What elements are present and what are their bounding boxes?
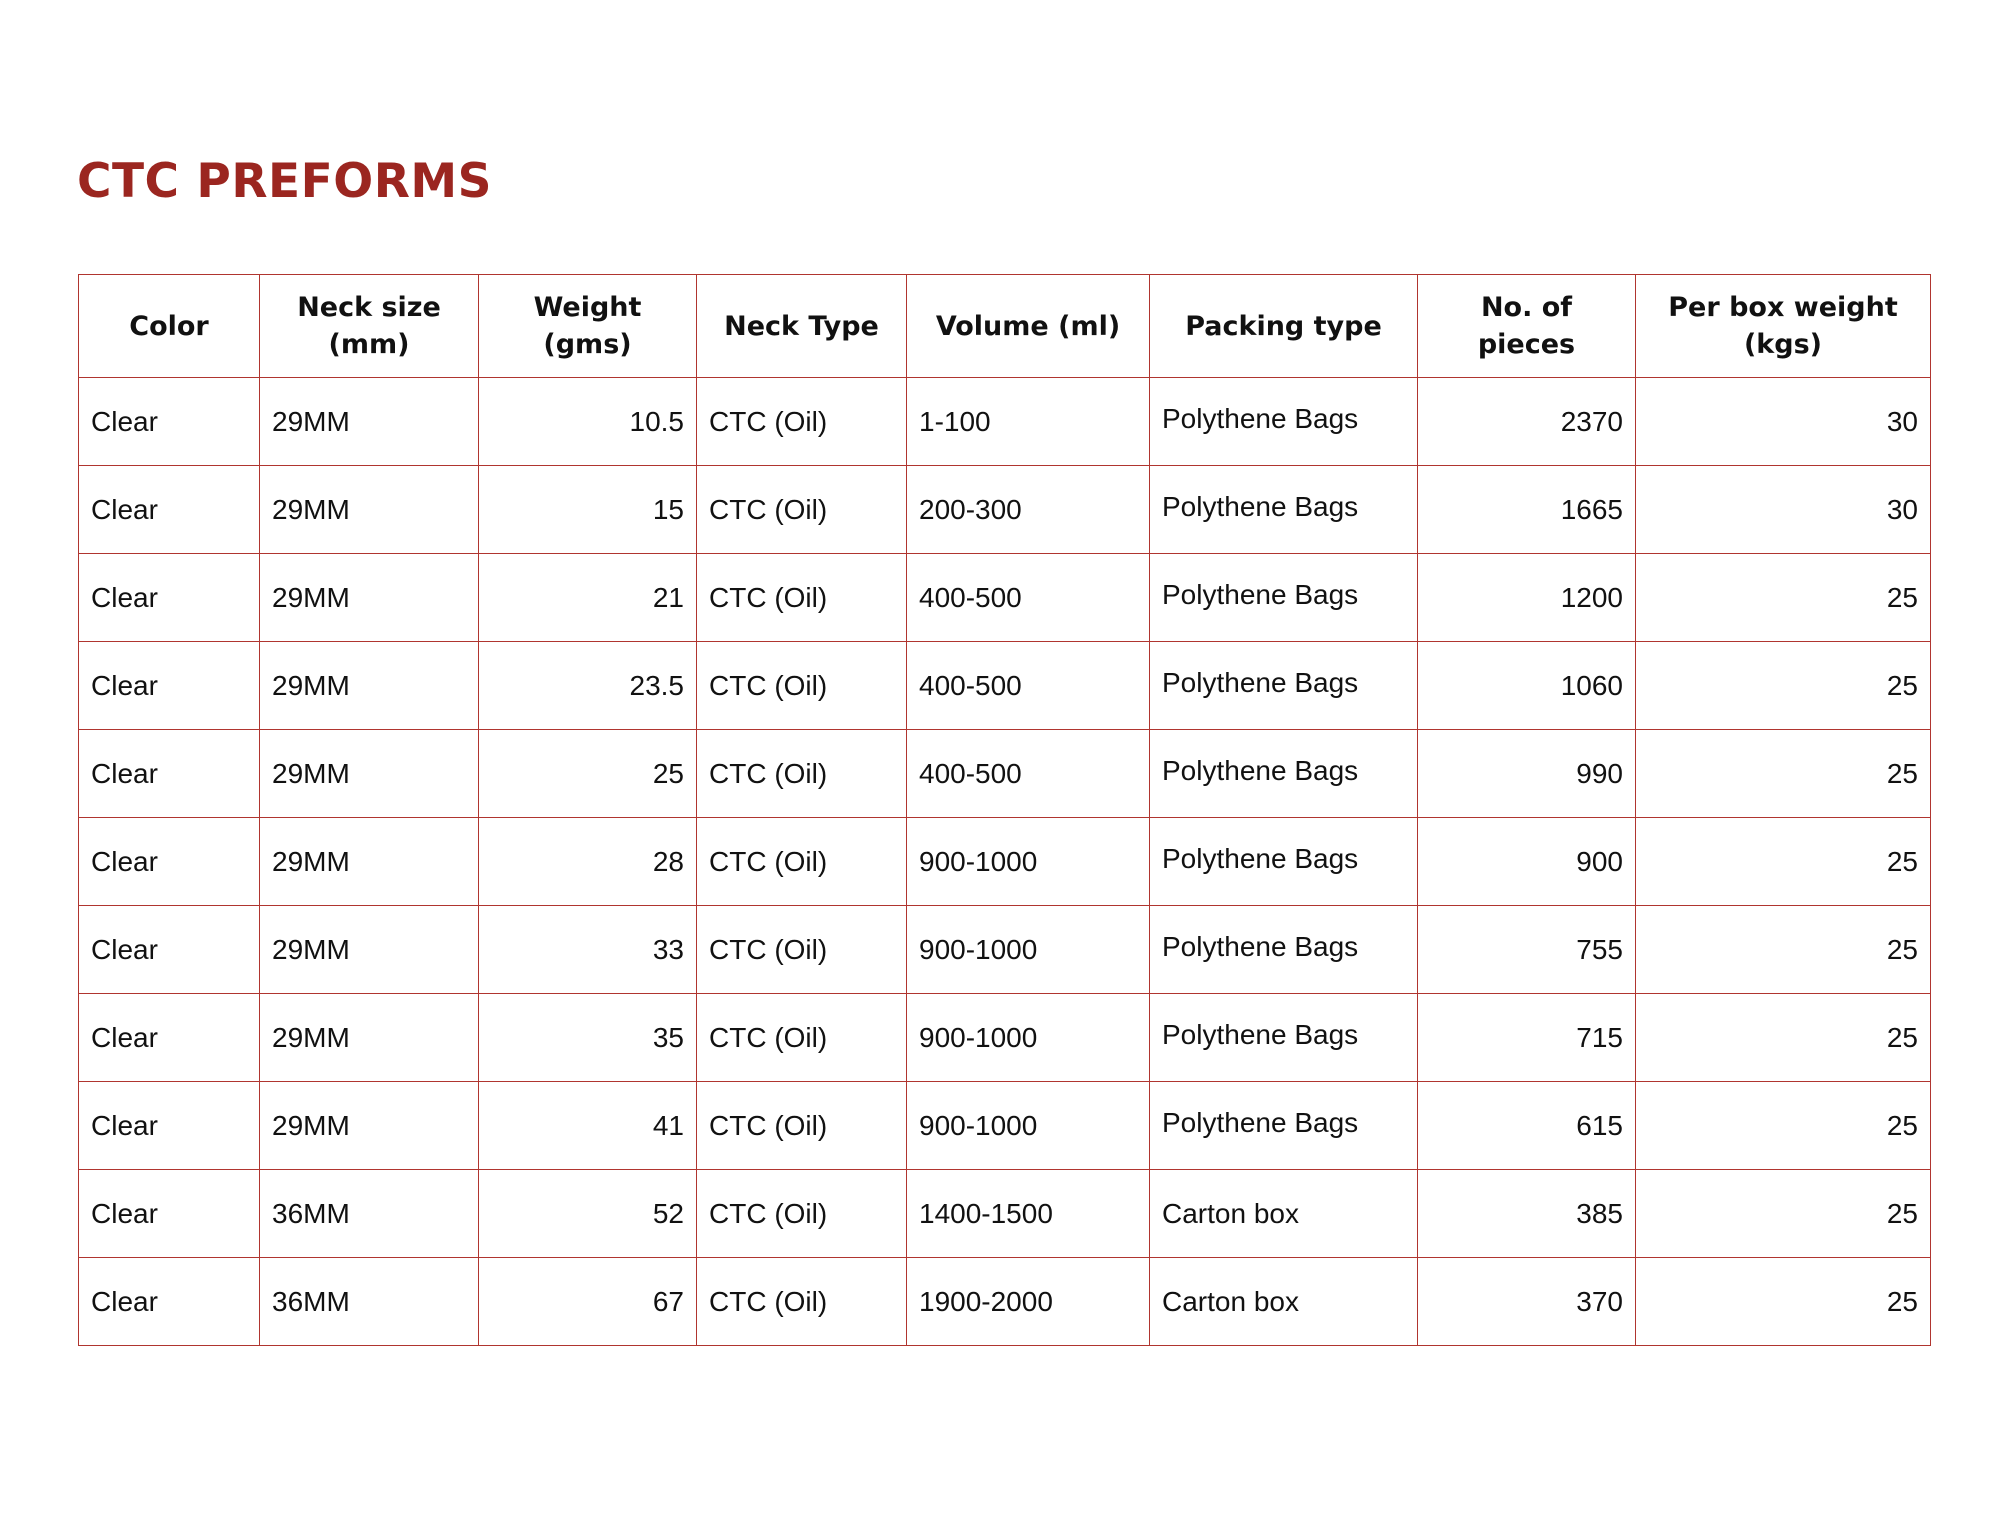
cell-box-weight: 25 bbox=[1636, 994, 1931, 1082]
cell-packing-type bbox=[1150, 730, 1418, 818]
cell-pieces: 900 bbox=[1418, 818, 1636, 906]
cell-neck-type: CTC (Oil) bbox=[697, 818, 907, 906]
cell-packing-type bbox=[1150, 994, 1418, 1082]
table-row bbox=[79, 1082, 1931, 1170]
cell-color: Clear bbox=[79, 906, 260, 994]
cell-neck-size: 29MM bbox=[260, 730, 479, 818]
cell-color: Clear bbox=[79, 818, 260, 906]
cell-neck-size: 29MM bbox=[260, 994, 479, 1082]
cell-neck-type: CTC (Oil) bbox=[697, 466, 907, 554]
cell-pieces: 1060 bbox=[1418, 642, 1636, 730]
cell-neck-size: 29MM bbox=[260, 818, 479, 906]
cell-box-weight: 25 bbox=[1636, 642, 1931, 730]
cell-neck-type: CTC (Oil) bbox=[697, 906, 907, 994]
cell-volume: 400-500 bbox=[907, 730, 1150, 818]
column-header-box-weight: Per box weight (kgs) bbox=[1636, 275, 1931, 378]
cell-pieces: 755 bbox=[1418, 906, 1636, 994]
table-row bbox=[79, 378, 1931, 466]
cell-neck-size: 29MM bbox=[260, 1082, 479, 1170]
cell-volume: 400-500 bbox=[907, 554, 1150, 642]
packing-type-text: Polythene Bags bbox=[1162, 1018, 1359, 1050]
cell-volume: 1900-2000 bbox=[907, 1258, 1150, 1346]
cell-weight: 28 bbox=[479, 818, 697, 906]
table-body bbox=[79, 378, 1931, 1346]
column-header-color: Color bbox=[79, 275, 260, 378]
column-header-packing-type: Packing type bbox=[1150, 275, 1418, 378]
packing-type-text: Polythene Bags bbox=[1162, 842, 1359, 874]
cell-volume: 1400-1500 bbox=[907, 1170, 1150, 1258]
cell-neck-size: 29MM bbox=[260, 906, 479, 994]
table-row bbox=[79, 642, 1931, 730]
cell-color: Clear bbox=[79, 1170, 260, 1258]
cell-weight: 41 bbox=[479, 1082, 697, 1170]
cell-box-weight: 25 bbox=[1636, 1082, 1931, 1170]
cell-weight: 25 bbox=[479, 730, 697, 818]
cell-neck-type: CTC (Oil) bbox=[697, 1258, 907, 1346]
table-row bbox=[79, 906, 1931, 994]
cell-neck-size: 36MM bbox=[260, 1258, 479, 1346]
cell-volume: 900-1000 bbox=[907, 994, 1150, 1082]
cell-pieces: 385 bbox=[1418, 1170, 1636, 1258]
cell-packing-type bbox=[1150, 466, 1418, 554]
cell-pieces: 715 bbox=[1418, 994, 1636, 1082]
cell-color: Clear bbox=[79, 642, 260, 730]
cell-packing-type: Carton box bbox=[1150, 1258, 1418, 1346]
cell-neck-size: 29MM bbox=[260, 642, 479, 730]
cell-weight: 10.5 bbox=[479, 378, 697, 466]
cell-volume: 900-1000 bbox=[907, 818, 1150, 906]
cell-packing-type bbox=[1150, 642, 1418, 730]
table-header-row bbox=[79, 275, 1931, 378]
cell-packing-type bbox=[1150, 818, 1418, 906]
cell-box-weight: 25 bbox=[1636, 1258, 1931, 1346]
cell-box-weight: 30 bbox=[1636, 466, 1931, 554]
cell-neck-size: 36MM bbox=[260, 1170, 479, 1258]
cell-weight: 52 bbox=[479, 1170, 697, 1258]
cell-volume: 400-500 bbox=[907, 642, 1150, 730]
cell-color: Clear bbox=[79, 378, 260, 466]
column-header-neck-type: Neck Type bbox=[697, 275, 907, 378]
cell-neck-size: 29MM bbox=[260, 466, 479, 554]
cell-weight: 15 bbox=[479, 466, 697, 554]
cell-pieces: 615 bbox=[1418, 1082, 1636, 1170]
packing-type-text: Polythene Bags bbox=[1162, 578, 1359, 610]
cell-volume: 1-100 bbox=[907, 378, 1150, 466]
cell-pieces: 2370 bbox=[1418, 378, 1636, 466]
cell-color: Clear bbox=[79, 994, 260, 1082]
cell-neck-size: 29MM bbox=[260, 554, 479, 642]
cell-box-weight: 30 bbox=[1636, 378, 1931, 466]
cell-pieces: 370 bbox=[1418, 1258, 1636, 1346]
cell-volume: 900-1000 bbox=[907, 1082, 1150, 1170]
column-header-pieces: No. of pieces bbox=[1418, 275, 1636, 378]
table-row bbox=[79, 1258, 1931, 1346]
packing-type-text: Polythene Bags bbox=[1162, 402, 1359, 434]
cell-volume: 900-1000 bbox=[907, 906, 1150, 994]
table-row bbox=[79, 554, 1931, 642]
cell-packing-type bbox=[1150, 906, 1418, 994]
preforms-table bbox=[78, 274, 1931, 1346]
cell-packing-type bbox=[1150, 554, 1418, 642]
table-row bbox=[79, 730, 1931, 818]
page-title: CTC PREFORMS bbox=[77, 154, 493, 209]
cell-volume: 200-300 bbox=[907, 466, 1150, 554]
cell-weight: 33 bbox=[479, 906, 697, 994]
cell-packing-type bbox=[1150, 1082, 1418, 1170]
cell-weight: 35 bbox=[479, 994, 697, 1082]
column-header-volume: Volume (ml) bbox=[907, 275, 1150, 378]
cell-neck-type: CTC (Oil) bbox=[697, 378, 907, 466]
cell-box-weight: 25 bbox=[1636, 554, 1931, 642]
cell-color: Clear bbox=[79, 1258, 260, 1346]
column-header-weight: Weight (gms) bbox=[479, 275, 697, 378]
cell-pieces: 1665 bbox=[1418, 466, 1636, 554]
cell-weight: 21 bbox=[479, 554, 697, 642]
table-row bbox=[79, 1170, 1931, 1258]
cell-color: Clear bbox=[79, 466, 260, 554]
packing-type-text: Polythene Bags bbox=[1162, 1106, 1359, 1138]
cell-weight: 23.5 bbox=[479, 642, 697, 730]
column-header-neck-size: Neck size (mm) bbox=[260, 275, 479, 378]
packing-type-text: Polythene Bags bbox=[1162, 754, 1359, 786]
cell-neck-type: CTC (Oil) bbox=[697, 730, 907, 818]
cell-color: Clear bbox=[79, 1082, 260, 1170]
cell-packing-type bbox=[1150, 378, 1418, 466]
cell-color: Clear bbox=[79, 730, 260, 818]
cell-pieces: 990 bbox=[1418, 730, 1636, 818]
cell-neck-type: CTC (Oil) bbox=[697, 1082, 907, 1170]
cell-box-weight: 25 bbox=[1636, 906, 1931, 994]
packing-type-text: Polythene Bags bbox=[1162, 490, 1359, 522]
table-row bbox=[79, 466, 1931, 554]
cell-pieces: 1200 bbox=[1418, 554, 1636, 642]
cell-neck-type: CTC (Oil) bbox=[697, 1170, 907, 1258]
packing-type-text: Polythene Bags bbox=[1162, 666, 1359, 698]
cell-box-weight: 25 bbox=[1636, 730, 1931, 818]
cell-box-weight: 25 bbox=[1636, 818, 1931, 906]
cell-weight: 67 bbox=[479, 1258, 697, 1346]
table-row bbox=[79, 994, 1931, 1082]
cell-box-weight: 25 bbox=[1636, 1170, 1931, 1258]
cell-packing-type: Carton box bbox=[1150, 1170, 1418, 1258]
packing-type-text: Polythene Bags bbox=[1162, 930, 1359, 962]
cell-neck-type: CTC (Oil) bbox=[697, 554, 907, 642]
cell-neck-type: CTC (Oil) bbox=[697, 994, 907, 1082]
cell-color: Clear bbox=[79, 554, 260, 642]
cell-neck-size: 29MM bbox=[260, 378, 479, 466]
cell-neck-type: CTC (Oil) bbox=[697, 642, 907, 730]
table-row bbox=[79, 818, 1931, 906]
